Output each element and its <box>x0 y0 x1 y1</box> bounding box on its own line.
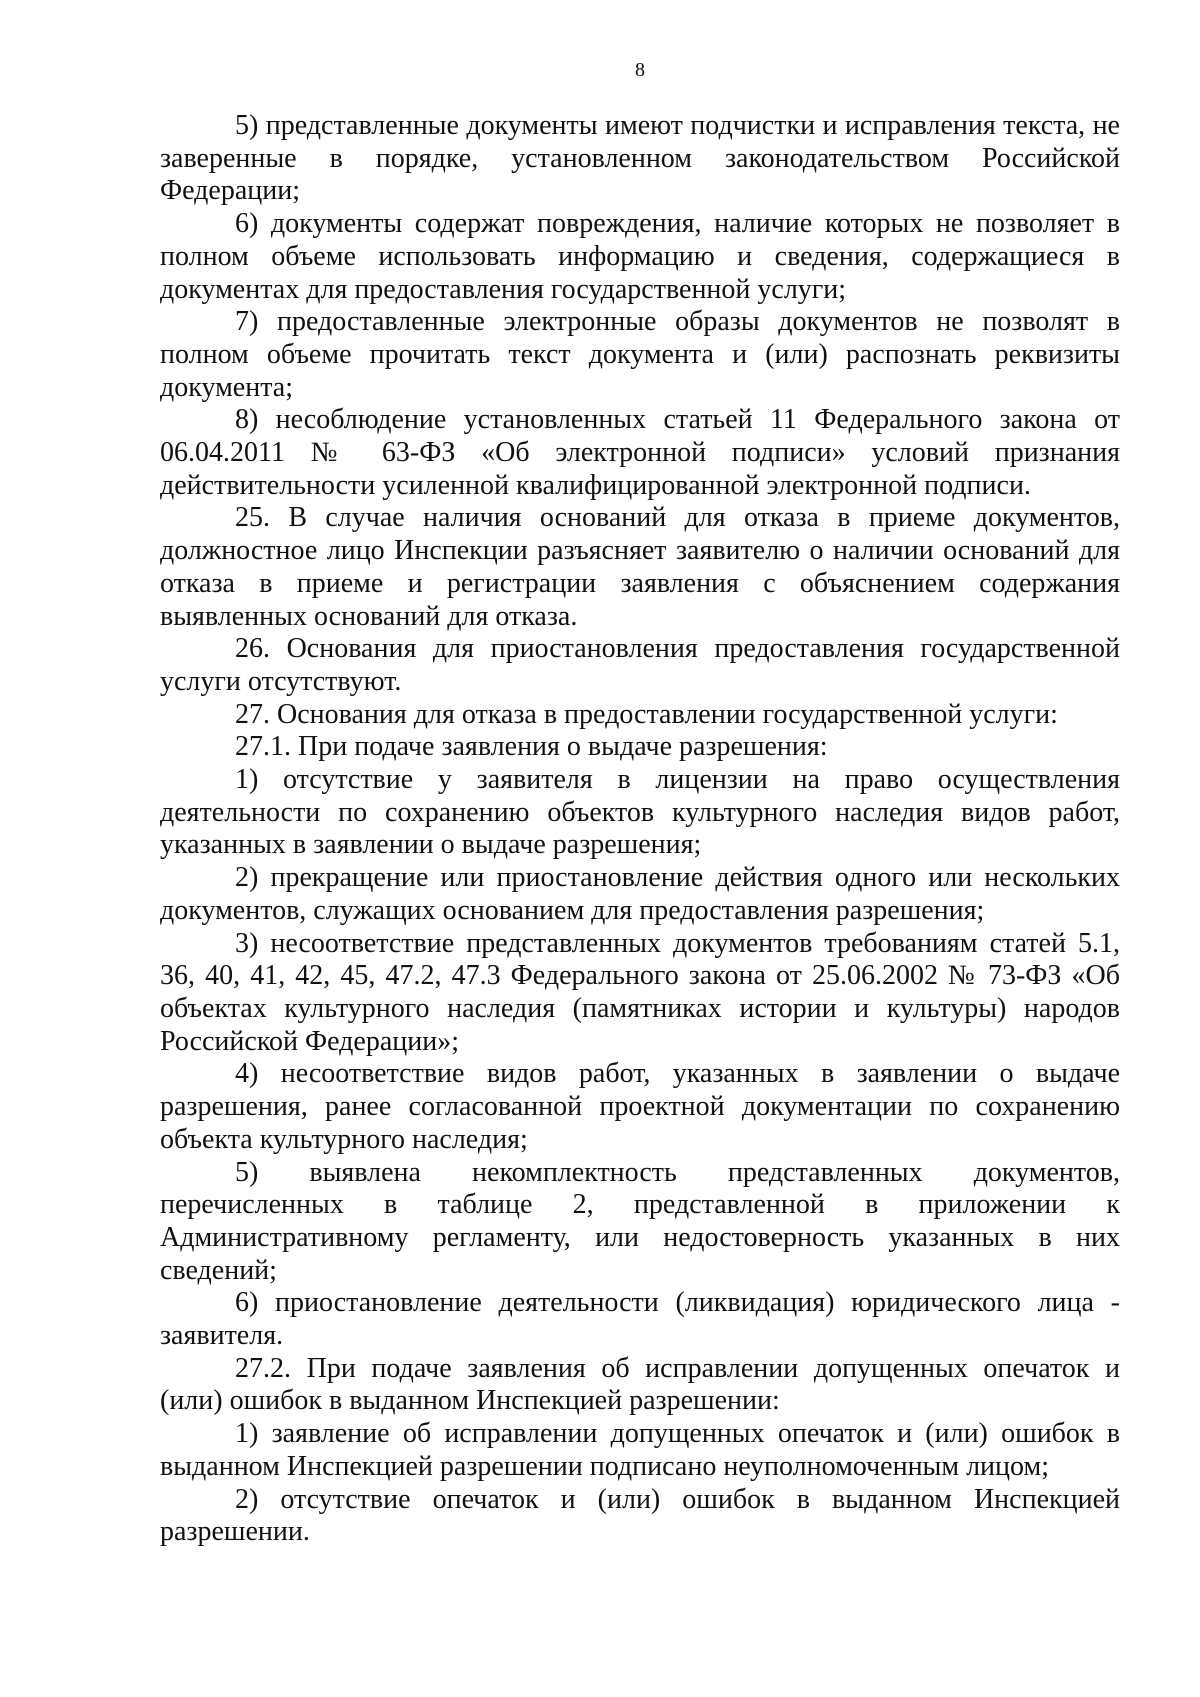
paragraph-27-1-item-4: 4) несоответствие видов работ, указанных в заявлении о выдаче разрешения, ранее согласованной проектной документации по сохранению объекта культурного наследия; <box>160 1058 1120 1155</box>
paragraph-27-1-item-6: 6) приостановление деятельности (ликвидация) юридического лица - заявителя. <box>160 1287 1120 1352</box>
paragraph-clause-27: 27. Основания для отказа в предоставлении государственной услуги: <box>235 698 1058 730</box>
paragraph-27-1-item-3: 3) несоответствие представленных документов требованиям статей 5.1, 36, 40, 41, 42, 45, 47.2, 47.3 Федерального закона от 25.06.2002 № 73-ФЗ «Об объектах культурного наследия (памятниках истории и культуры) народов Российской Федерации»; <box>160 927 1120 1057</box>
paragraph-item-8: 8) несоблюдение установленных статьей 11 Федерального закона от 06.04.2011 № 63-ФЗ «Об электронной подписи» условий признания действительности усиленной квалифицированной электронной подписи. <box>160 404 1120 501</box>
paragraph-27-1-item-2: 2) прекращение или приостановление действия одного или нескольких документов, служащих основанием для предоставления разрешения; <box>160 862 1120 926</box>
paragraph-clause-27-1: 27.1. При подаче заявления о выдаче разрешения: <box>235 731 828 763</box>
paragraph-item-6: 6) документы содержат повреждения, наличие которых не позволяет в полном объеме использовать информацию и сведения, содержащиеся в документах для предоставления государственной услуги; <box>160 208 1120 305</box>
paragraph-27-1-item-5: 5) выявлена некомплектность представленных документов, перечисленных в таблице 2, представленной в приложении к Административному регламенту, или недостоверность указанных в них сведений; <box>160 1156 1120 1286</box>
paragraph-27-1-item-1: 1) отсутствие у заявителя в лицензии на право осуществления деятельности по сохранению объектов культурного наследия видов работ, указанных в заявлении о выдаче разрешения; <box>160 764 1120 861</box>
paragraph-clause-26: 26. Основания для приостановления предоставления государственной услуги отсутствуют. <box>160 633 1120 697</box>
paragraph-clause-25: 25. В случае наличия оснований для отказа в приеме документов, должностное лицо Инспекции разъясняет заявителю о наличии оснований для отказа в приеме и регистрации заявления с объяснением содержания выявленных оснований для отказа. <box>160 502 1120 632</box>
paragraph-item-5: 5) представленные документы имеют подчистки и исправления текста, не заверенные в порядке, установленном законодательством Российской Федерации; <box>160 110 1120 207</box>
paragraph-item-7: 7) предоставленные электронные образы документов не позволят в полном объеме прочитать текст документа и (или) распознать реквизиты документа; <box>160 306 1120 403</box>
document-body <box>160 110 1120 1549</box>
paragraph-27-2-item-2: 2) отсутствие опечаток и (или) ошибок в выданном Инспекцией разрешении. <box>160 1483 1120 1548</box>
paragraph-27-2-item-1: 1) заявление об исправлении допущенных опечаток и (или) ошибок в выданном Инспекцией разрешении подписано неуполномоченным лицом; <box>160 1418 1120 1482</box>
page-number: 8 <box>635 59 645 81</box>
paragraph-clause-27-2: 27.2. При подаче заявления об исправлении допущенных опечаток и (или) ошибок в выданном Инспекцией разрешении: <box>160 1352 1120 1417</box>
